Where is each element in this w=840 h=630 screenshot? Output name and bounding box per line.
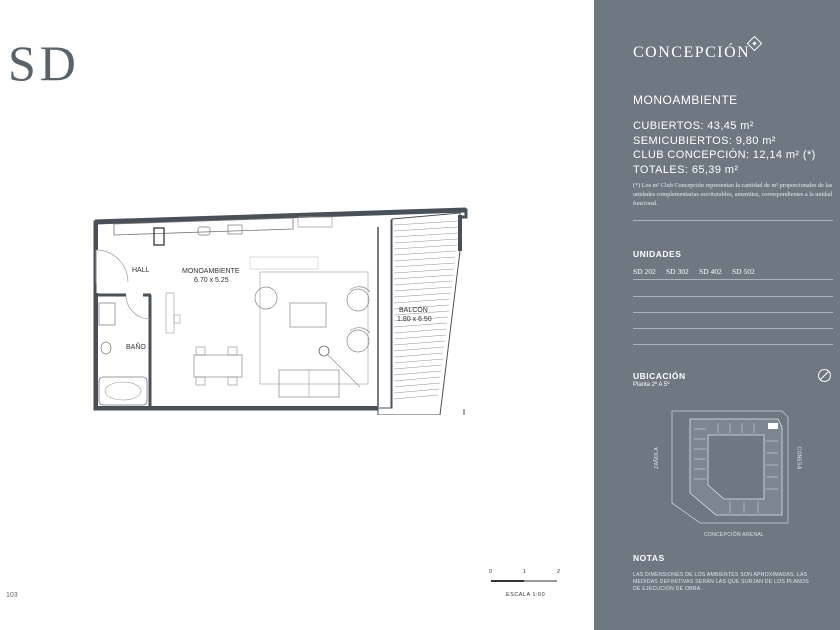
divider xyxy=(633,220,833,221)
unit-item: SD 402 xyxy=(699,267,722,276)
info-panel xyxy=(594,0,840,630)
units-title: UNIDADES xyxy=(633,249,682,259)
units-row-line xyxy=(633,328,833,329)
notes-text: LAS DIMENSIONES DE LOS AMBIENTES SON APROXIMADAS. LAS MEDIDAS DEFINITIVAS SERÁN LAS QUE SURJAN DE LOS PLANOS DE EJECUCIÓN DE OBRA. xyxy=(633,572,809,592)
unit-item: SD 302 xyxy=(666,267,689,276)
pouf xyxy=(255,287,277,309)
scale-label: ESCALA 1:60 xyxy=(506,592,546,598)
units-row-line xyxy=(633,344,833,345)
area-list xyxy=(633,119,816,177)
dining-chairs xyxy=(196,347,237,385)
toilet xyxy=(101,342,111,354)
bathtub xyxy=(99,377,147,405)
page-number: 103 xyxy=(6,592,18,599)
scale-bar xyxy=(488,569,560,609)
location-map xyxy=(653,405,802,538)
unit-item: SD 202 xyxy=(633,267,656,276)
area-club: CLUB CONCEPCIÓN: 12,14 m² (*) xyxy=(633,149,816,161)
vanity xyxy=(99,303,115,325)
label-monoambiente-dims: 6.70 x 5.25 xyxy=(194,277,229,284)
armchairs xyxy=(347,287,370,352)
lamp xyxy=(319,346,329,356)
sink xyxy=(198,227,210,235)
unit-item: SD 502 xyxy=(732,267,755,276)
desk-chair xyxy=(174,315,180,323)
street-right: CONESA xyxy=(795,446,802,470)
floor-plan xyxy=(88,205,473,420)
scale-bar-line xyxy=(491,580,557,582)
scale-tick-0: 0 xyxy=(489,569,493,575)
tv-unit xyxy=(250,257,318,269)
area-footnote: (*) Los m² Club Concepción representan la cantidad de m² proporcionales de las unidades complementarias escriturables, amenities, correspondientes a la unidad funcional. xyxy=(633,182,833,207)
sd-logo: SD xyxy=(8,35,80,91)
label-monoambiente: MONOAMBIENTE xyxy=(182,268,240,275)
dining-table xyxy=(194,355,242,377)
street-bottom: CONCEPCIÓN ARENAL xyxy=(704,532,765,538)
location-floor: Planta 2º A 5º xyxy=(633,382,670,388)
street-left: ZAÑOLA xyxy=(653,447,660,469)
compass-icon xyxy=(818,369,831,382)
units-row-line xyxy=(633,296,833,297)
fridge xyxy=(154,228,164,245)
entry-door xyxy=(96,250,128,282)
brand-name: CONCEPCIÓN xyxy=(633,44,751,61)
bath-door xyxy=(126,295,150,319)
location-title: UBICACIÓN xyxy=(633,371,686,381)
coffee-table xyxy=(290,303,326,327)
label-hall: HALL xyxy=(132,267,150,274)
label-bano: BAÑO xyxy=(126,344,146,351)
label-balcon-dims: 1.80 x 6.50 xyxy=(397,316,432,323)
area-totales: TOTALES: 65,39 m² xyxy=(633,163,739,176)
scale-tick-1: 1 xyxy=(523,569,527,575)
site-plan xyxy=(660,405,790,530)
label-balcon: BALCÓN xyxy=(399,307,428,314)
unit-type: MONOAMBIENTE xyxy=(633,93,738,107)
units-row-line xyxy=(633,279,833,280)
scale-tick-2: 2 xyxy=(557,569,561,575)
units-list xyxy=(633,267,833,276)
wardrobe xyxy=(298,217,332,227)
area-cubiertos: CUBIERTOS: 43,45 m² xyxy=(633,120,754,132)
desk xyxy=(166,293,174,333)
notes-title: NOTAS xyxy=(633,553,665,563)
units-row-line xyxy=(633,312,833,313)
cooktop xyxy=(228,225,242,234)
area-semicubiertos: SEMICUBIERTOS: 9,80 m² xyxy=(633,134,776,147)
